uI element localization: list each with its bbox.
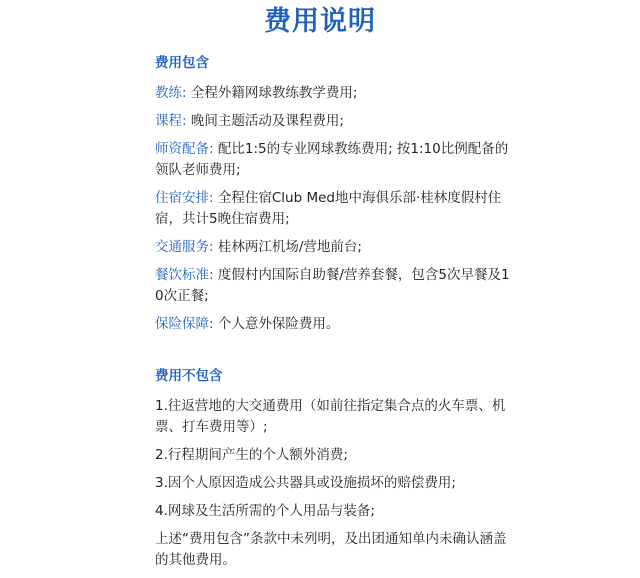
excluded-heading: 费用不包含 [155, 368, 223, 384]
included-item-label: 保险保障: [155, 316, 214, 332]
included-item-label: 交通服务: [155, 239, 214, 255]
included-item-transport [155, 237, 515, 258]
included-heading: 费用包含 [155, 55, 209, 71]
included-item-text: 度假村内国际自助餐/营养套餐，包含5次早餐及10次正餐; [155, 267, 510, 304]
included-item-text: 配比1:5的专业网球教练费用; 按1:10比例配备的领队老师费用; [155, 141, 509, 178]
excluded-item: 1.往返营地的大交通费用（如前往指定集合点的火车票、机票、打车费用等）; [155, 398, 506, 435]
included-item-text: 全程外籍网球教练教学费用; [186, 85, 358, 101]
included-item-coach [155, 83, 515, 104]
included-item-label: 教练: [155, 85, 187, 101]
excluded-item: 4.网球及生活所需的个人用品与装备; [155, 503, 375, 519]
included-item-text: 全程住宿Club Med地中海俱乐部·桂林度假村住宿，共计5晚住宿费用; [155, 190, 502, 227]
excluded-item: 3.因个人原因造成公共器具或设施损坏的赔偿费用; [155, 475, 456, 491]
included-item-accommodation [155, 188, 515, 230]
section-spacer [155, 342, 515, 366]
included-item-label: 住宿安排: [155, 190, 214, 206]
included-item-label: 课程: [155, 113, 187, 129]
excluded-item: 2.行程期间产生的个人额外消费; [155, 447, 348, 463]
included-item-text: 晚间主题活动及课程费用; [186, 113, 344, 129]
excluded-note: 上述“费用包含”条款中未列明，及出团通知单内未确认涵盖的其他费用。 [155, 531, 507, 568]
included-item-staffing [155, 139, 515, 181]
included-item-label: 师资配备: [155, 141, 214, 157]
included-item-meals [155, 265, 515, 307]
page-title: 费用说明 [264, 6, 376, 37]
fee-description [155, 53, 515, 578]
included-item-course [155, 111, 515, 132]
included-item-insurance [155, 314, 515, 335]
included-item-label: 餐饮标准: [155, 267, 214, 283]
included-item-text: 桂林两江机场/营地前台; [213, 239, 362, 255]
included-item-text: 个人意外保险费用。 [213, 316, 340, 332]
